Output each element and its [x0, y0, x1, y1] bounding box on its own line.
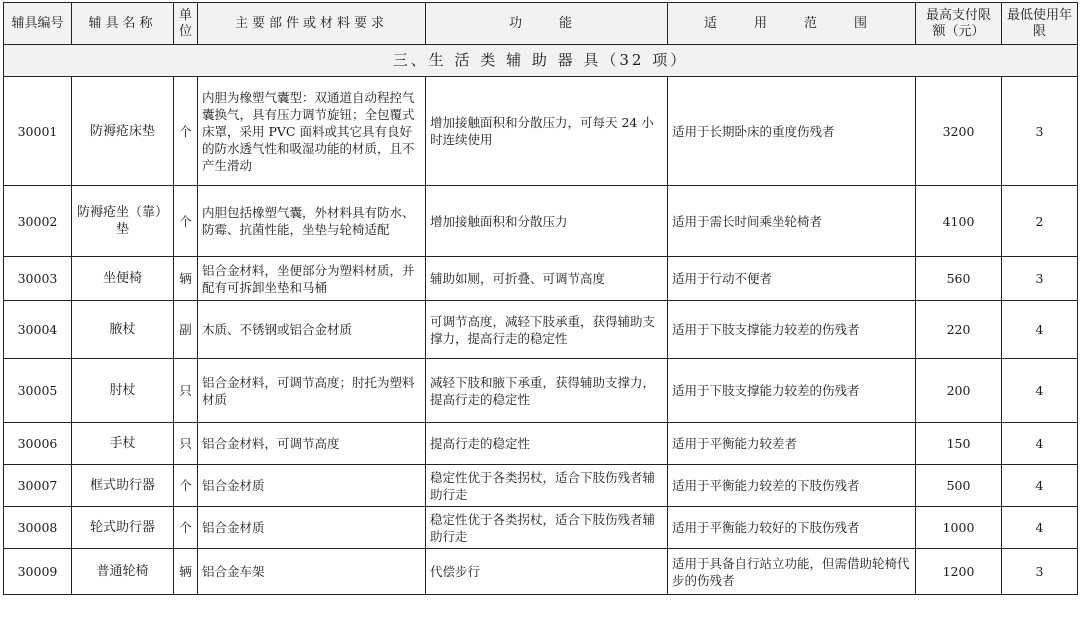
cell-code: 30008	[4, 507, 72, 549]
cell-name: 普通轮椅	[72, 549, 174, 595]
cell-function: 增加接触面积和分散压力	[426, 186, 668, 257]
cell-material: 铝合金材质	[198, 507, 426, 549]
cell-code: 30003	[4, 257, 72, 301]
cell-min-years: 4	[1002, 359, 1078, 423]
cell-scope: 适用于平衡能力较差者	[668, 423, 916, 465]
cell-code: 30001	[4, 77, 72, 186]
cell-name: 防褥疮床垫	[72, 77, 174, 186]
assistive-devices-table	[3, 2, 1078, 595]
cell-max-payment: 1000	[916, 507, 1002, 549]
cell-scope: 适用于长期卧床的重度伤残者	[668, 77, 916, 186]
table-row	[4, 186, 1078, 257]
cell-unit: 个	[174, 507, 198, 549]
cell-code: 30009	[4, 549, 72, 595]
cell-unit: 只	[174, 423, 198, 465]
header-scope: 适 用 范 围	[668, 3, 916, 45]
cell-function: 辅助如厕，可折叠、可调节高度	[426, 257, 668, 301]
header-row	[4, 3, 1078, 45]
cell-min-years: 3	[1002, 549, 1078, 595]
cell-unit: 副	[174, 301, 198, 359]
header-code: 辅具编号	[4, 3, 72, 45]
cell-function: 稳定性优于各类拐杖，适合下肢伤残者辅助行走	[426, 507, 668, 549]
cell-function: 代偿步行	[426, 549, 668, 595]
header-function: 功 能	[426, 3, 668, 45]
cell-scope: 适用于下肢支撑能力较差的伤残者	[668, 359, 916, 423]
table-row	[4, 359, 1078, 423]
cell-name: 框式助行器	[72, 465, 174, 507]
cell-code: 30007	[4, 465, 72, 507]
cell-max-payment: 200	[916, 359, 1002, 423]
cell-min-years: 3	[1002, 77, 1078, 186]
cell-function: 可调节高度，减轻下肢承重，获得辅助支撑力，提高行走的稳定性	[426, 301, 668, 359]
cell-scope: 适用于平衡能力较好的下肢伤残者	[668, 507, 916, 549]
cell-name: 肘杖	[72, 359, 174, 423]
table-row	[4, 549, 1078, 595]
cell-code: 30006	[4, 423, 72, 465]
cell-function: 稳定性优于各类拐杖，适合下肢伤残者辅助行走	[426, 465, 668, 507]
cell-unit: 辆	[174, 549, 198, 595]
cell-material: 铝合金材料，可调节高度；肘托为塑料材质	[198, 359, 426, 423]
cell-function: 增加接触面积和分散压力，可每天 24 小时连续使用	[426, 77, 668, 186]
cell-material: 内胆为橡塑气囊型：双通道自动程控气囊换气，具有压力调节旋钮；全包覆式床罩，采用 PVC 面料或其它具有良好的防水透气性和吸湿功能的材质，且不产生滑动	[198, 77, 426, 186]
cell-unit: 个	[174, 77, 198, 186]
cell-min-years: 4	[1002, 423, 1078, 465]
cell-material: 内胆包括橡塑气囊，外材料具有防水、防霉、抗菌性能，坐垫与轮椅适配	[198, 186, 426, 257]
cell-unit: 辆	[174, 257, 198, 301]
cell-code: 30002	[4, 186, 72, 257]
header-material: 主要部件或材料要求	[198, 3, 426, 45]
table-row	[4, 257, 1078, 301]
cell-max-payment: 4100	[916, 186, 1002, 257]
cell-material: 铝合金材质	[198, 465, 426, 507]
cell-code: 30004	[4, 301, 72, 359]
header-max-payment: 最高支付限额（元）	[916, 3, 1002, 45]
table-row	[4, 507, 1078, 549]
cell-max-payment: 500	[916, 465, 1002, 507]
cell-function: 提高行走的稳定性	[426, 423, 668, 465]
cell-max-payment: 560	[916, 257, 1002, 301]
cell-unit: 个	[174, 186, 198, 257]
cell-name: 腋杖	[72, 301, 174, 359]
cell-min-years: 4	[1002, 507, 1078, 549]
table-row	[4, 465, 1078, 507]
cell-max-payment: 1200	[916, 549, 1002, 595]
cell-max-payment: 150	[916, 423, 1002, 465]
cell-min-years: 3	[1002, 257, 1078, 301]
cell-material: 木质、不锈钢或铝合金材质	[198, 301, 426, 359]
table-row	[4, 301, 1078, 359]
cell-material: 铝合金材料，坐便部分为塑料材质，并配有可拆卸坐垫和马桶	[198, 257, 426, 301]
table-row	[4, 77, 1078, 186]
cell-scope: 适用于需长时间乘坐轮椅者	[668, 186, 916, 257]
cell-scope: 适用于平衡能力较差的下肢伤残者	[668, 465, 916, 507]
header-name: 辅具名称	[72, 3, 174, 45]
cell-material: 铝合金材料，可调节高度	[198, 423, 426, 465]
cell-max-payment: 220	[916, 301, 1002, 359]
cell-scope: 适用于行动不便者	[668, 257, 916, 301]
cell-min-years: 4	[1002, 465, 1078, 507]
header-min-years: 最低使用年限	[1002, 3, 1078, 45]
cell-code: 30005	[4, 359, 72, 423]
cell-min-years: 4	[1002, 301, 1078, 359]
cell-name: 坐便椅	[72, 257, 174, 301]
table-row	[4, 423, 1078, 465]
header-unit: 单位	[174, 3, 198, 45]
cell-scope: 适用于具备自行站立功能，但需借助轮椅代步的伤残者	[668, 549, 916, 595]
cell-unit: 只	[174, 359, 198, 423]
cell-function: 减轻下肢和腋下承重，获得辅助支撑力，提高行走的稳定性	[426, 359, 668, 423]
cell-min-years: 2	[1002, 186, 1078, 257]
cell-material: 铝合金车架	[198, 549, 426, 595]
cell-name: 轮式助行器	[72, 507, 174, 549]
cell-max-payment: 3200	[916, 77, 1002, 186]
section-row	[4, 45, 1078, 77]
cell-name: 手杖	[72, 423, 174, 465]
cell-unit: 个	[174, 465, 198, 507]
assistive-devices-table-sheet	[3, 2, 1077, 595]
section-title: 三、生 活 类 辅 助 器 具（32 项）	[4, 45, 1078, 77]
cell-scope: 适用于下肢支撑能力较差的伤残者	[668, 301, 916, 359]
cell-name: 防褥疮坐（靠）垫	[72, 186, 174, 257]
